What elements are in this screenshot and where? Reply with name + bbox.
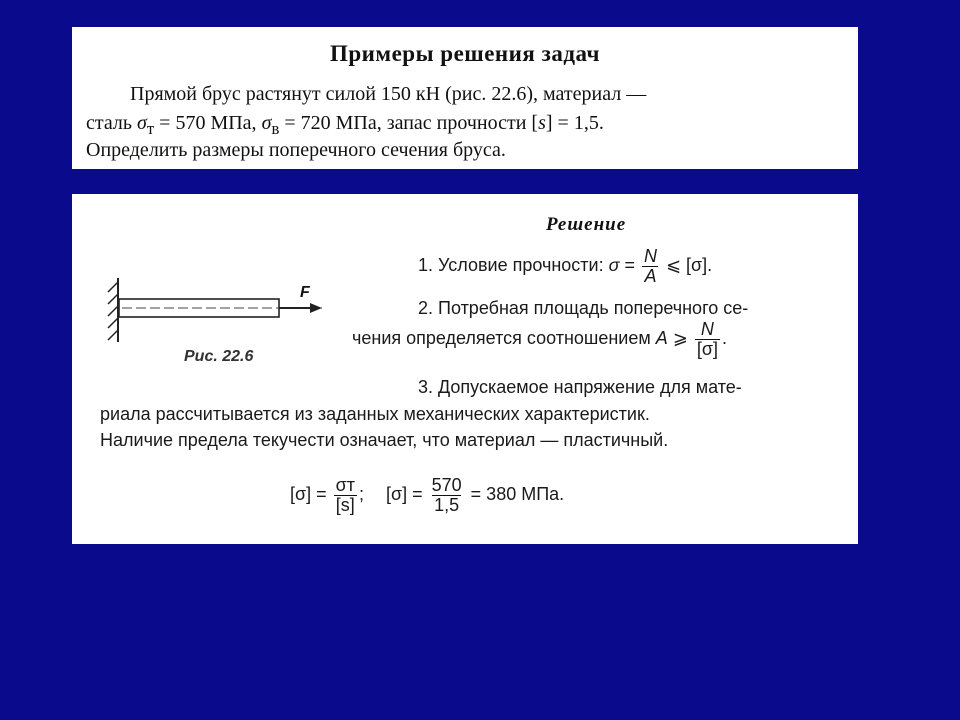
beam-diagram	[92, 264, 352, 424]
step-2-line-1: 2. Потребная площадь поперечного се-	[418, 298, 749, 318]
allowable-stress-fraction-1: $\frac{\sigma т}{[s]}$	[335, 475, 355, 515]
force-label: F	[300, 284, 310, 301]
problem-panel	[72, 27, 858, 169]
problem-line-2: сталь $\sigma_т = 570$ МПа, $\sigma_в = 720$ МПа, запас прочности [s] = 1,5.	[86, 112, 604, 138]
strength-fraction: $\frac{N}{A}$	[643, 246, 657, 286]
step-3-line-2: риала рассчитывается из заданных механических характеристик.	[100, 404, 650, 424]
problem-line-1: Прямой брус растянут силой 150 кН (рис. 22.6), материал —	[130, 83, 647, 105]
area-fraction: $\frac{N}{[\sigma]}$	[696, 319, 718, 359]
beam-figure	[92, 264, 352, 424]
force-arrow-head	[310, 303, 322, 313]
problem-line-3: Определить размеры поперечного сечения бруса.	[86, 139, 506, 161]
problem-title: Примеры решения задач	[329, 41, 601, 66]
step-3-line-3: Наличие предела текучести означает, что материал — пластичный.	[100, 430, 669, 450]
solution-panel	[72, 194, 858, 544]
wall-hatching	[108, 282, 118, 340]
solution-heading: Решение	[546, 214, 627, 235]
step-3-line-1: 3. Допускаемое напряжение для мате-	[418, 377, 742, 397]
step-2-line-2: чения определяется соотношением A ⩾ $\frac{N}{[\sigma]}$ .	[352, 319, 727, 359]
step-1: 1. Условие прочности: σ = $\frac{N}{A}$ ⩽ [σ].	[418, 246, 713, 286]
figure-caption: Рис. 22.6	[184, 348, 254, 365]
allowable-stress-formula: [σ] = $\frac{\sigma т}{[s]}$ ; [σ] = $\frac{570}{1,5}$ = 380 МПа.	[290, 475, 565, 515]
allowable-stress-fraction-2: $\frac{570}{1,5}$	[431, 475, 462, 515]
